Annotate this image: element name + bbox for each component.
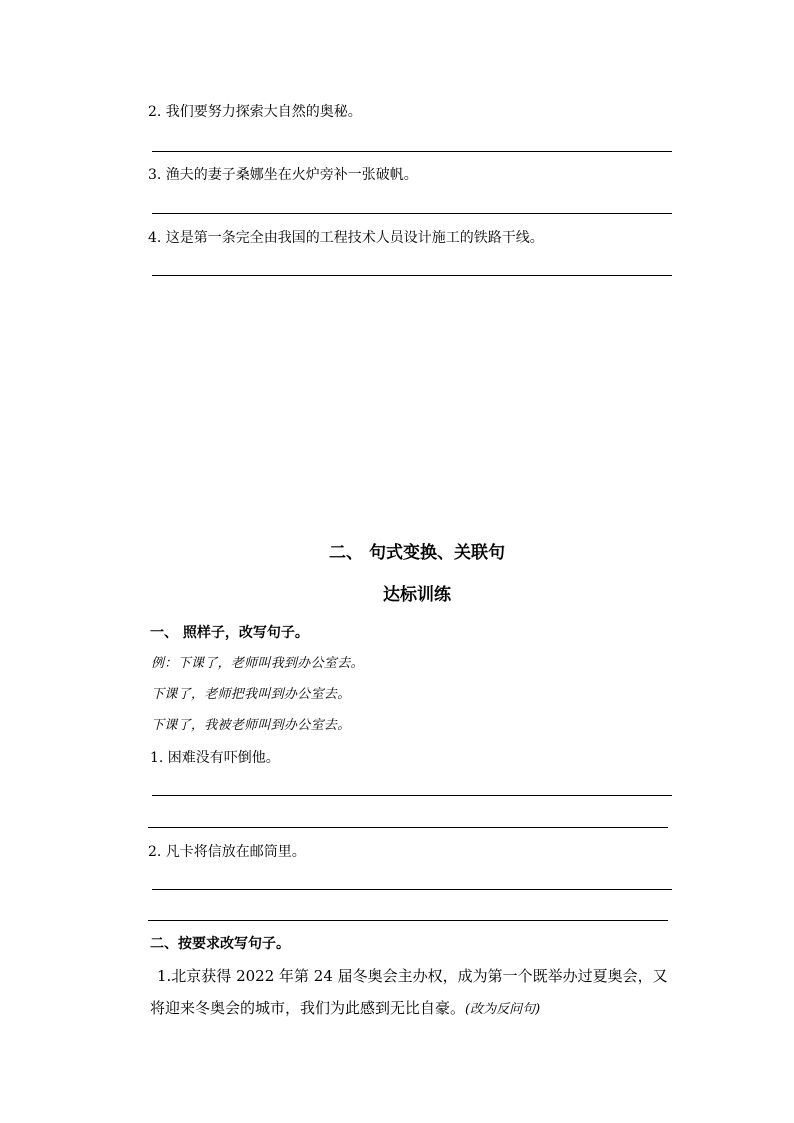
example-line: 下课了，我被老师叫到办公室去。 [151,718,351,733]
exercise-1-item-2: 2. 凡卡将信放在邮筒里。 [148,844,306,860]
answer-line [152,213,672,214]
example-line: 下课了，老师把我叫到办公室去。 [151,687,351,702]
answer-line [148,920,668,921]
exercise-2-item-note: (改为反问句) [465,1002,541,1017]
exercise-1-item-1: 1. 困难没有吓倒他。 [150,750,280,766]
exercise-2-item-1 [150,960,670,1026]
section-subtitle: 达标训练 [383,585,451,605]
example-line: 例：下课了，老师叫我到办公室去。 [151,656,364,671]
exercise-item-4: 4. 这是第一条完全由我国的工程技术人员设计施工的铁路干线。 [148,230,544,246]
answer-line [148,827,668,828]
answer-line [152,275,672,276]
answer-line [152,151,672,152]
exercise-item-3: 3. 渔夫的妻子桑娜坐在火炉旁补一张破帆。 [148,167,418,183]
section-title: 二、 句式变换、关联句 [329,543,505,563]
exercise-2-item-text: 1.北京获得 2022 年第 24 届冬奥会主办权，成为第一个既举办过夏奥会，又将迎来冬奥会的城市，我们为此感到无比自豪。 [150,967,668,1017]
exercise-item-2: 2. 我们要努力探索大自然的奥秘。 [148,104,362,120]
answer-line [152,795,672,796]
exercise-2-heading: 二、按要求改写句子。 [150,936,290,952]
answer-line [152,889,672,890]
exercise-1-heading: 一、 照样子，改写句子。 [150,625,309,641]
